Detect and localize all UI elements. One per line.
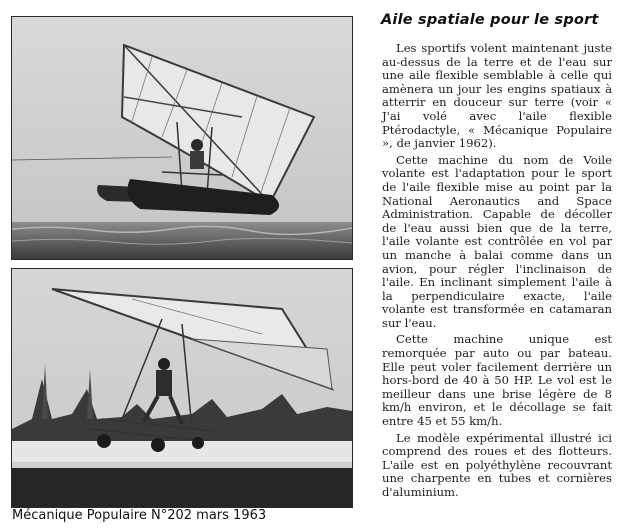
article-paragraph: Cette machine du nom de Voile volante est l'adaptation pour le sport de l'aile flexible mise au point par la National Aeronautics and Space Administration. Capable de décoller de l'eau aussi bien que de la terre, l'aile volante est contrôlée en vol par un manche à balai comme dans un avion, pour régler l'inclinaison de l'aile. En inclinant simplement l'aile à la perpendiculaire exacte, l'aile volante est transformée en catamaran sur l'eau. [382, 152, 612, 330]
article-paragraph: Le modèle expérimental illustré ici comprend des roues et des flotteurs. L'aile est en polyéthylène recouvrant une charpente en tubes et cornières d'aluminium. [382, 430, 612, 499]
article-headline: Aile spatiale pour le sport [381, 12, 599, 28]
article-paragraph: Les sportifs volent maintenant juste au-dessus de la terre et de l'eau sur une aile flexible semblable à celle qui amènera un jour les engins spatiaux à atterrir en douceur sur terre (voir « J'ai volé avec l'aile flexible Ptérodactyle, « Mécanique Populaire », de janvier 1962). [382, 41, 612, 151]
article-body [382, 42, 612, 503]
photo-flying-wing-on-floats [11, 16, 353, 260]
photo-illustration-floats [12, 17, 352, 259]
source-caption: Mécanique Populaire N°202 mars 1963 [12, 508, 267, 523]
article-paragraph: Cette machine unique est remorquée par auto ou par bateau. Elle peut voler facilement derrière un hors-bord de 40 à 50 HP. Le vol est le meilleur dans une brise légère de 8 km/h environ, et le décollage se fait entre 45 et 55 km/h. [382, 332, 612, 429]
photo-illustration-wheels [12, 269, 352, 507]
photo-flying-wing-on-wheels [11, 268, 353, 508]
